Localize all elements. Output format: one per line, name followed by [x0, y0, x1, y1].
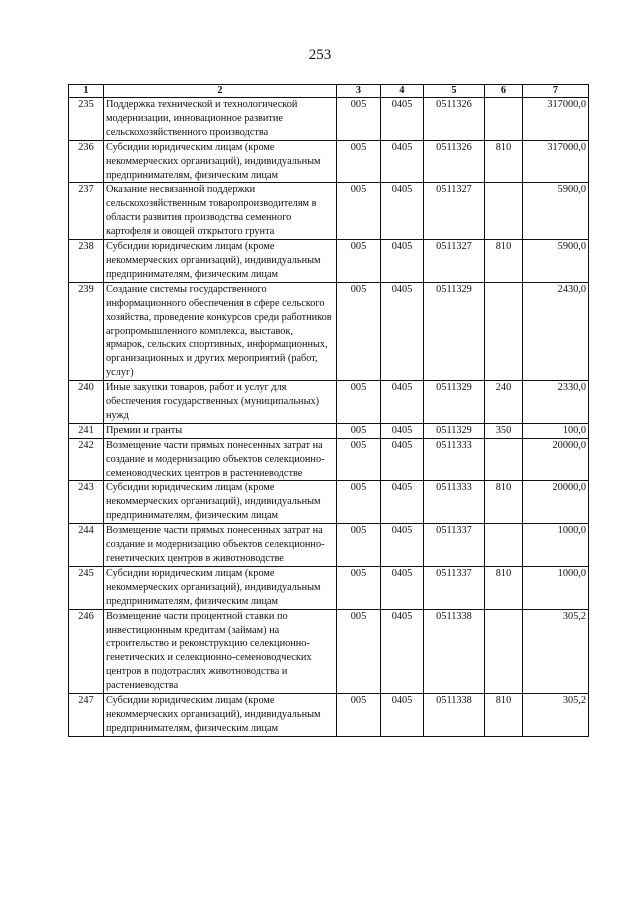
table-row	[69, 381, 589, 424]
row-number: 236	[69, 140, 104, 183]
header-row	[69, 85, 589, 98]
item-name: Субсидии юридическим лицам (кроме некоммерческих организаций), индивидуальным предпринимателям, физическим лицам	[104, 481, 337, 524]
item-name: Иные закупки товаров, работ и услуг для обеспечения государственных (муниципальных) нужд	[104, 381, 337, 424]
ministry-code: 005	[337, 381, 381, 424]
amount: 2330,0	[523, 381, 589, 424]
amount: 20000,0	[523, 438, 589, 481]
item-name: Возмещение части прямых понесенных затрат на создание и модернизацию объектов селекционно-семеноводческих центров в растениеводстве	[104, 438, 337, 481]
table-row	[69, 98, 589, 141]
ministry-code: 005	[337, 183, 381, 240]
target-code: 0511327	[424, 240, 485, 283]
section-code: 0405	[381, 183, 424, 240]
item-name: Премии и гранты	[104, 423, 337, 438]
row-number: 241	[69, 423, 104, 438]
budget-table	[68, 84, 589, 737]
target-code: 0511327	[424, 183, 485, 240]
ministry-code: 005	[337, 524, 381, 567]
item-name: Субсидии юридическим лицам (кроме некоммерческих организаций), индивидуальным предпринимателям, физическим лицам	[104, 566, 337, 609]
target-code: 0511337	[424, 566, 485, 609]
column-header-7: 7	[523, 85, 589, 98]
ministry-code: 005	[337, 438, 381, 481]
expense-type: 810	[485, 566, 523, 609]
target-code: 0511333	[424, 481, 485, 524]
table-row	[69, 140, 589, 183]
expense-type: 810	[485, 140, 523, 183]
item-name: Поддержка технической и технологической модернизации, инновационное развитие сельскохозяйственного производства	[104, 98, 337, 141]
expense-type	[485, 282, 523, 380]
target-code: 0511338	[424, 694, 485, 737]
ministry-code: 005	[337, 481, 381, 524]
amount: 20000,0	[523, 481, 589, 524]
table-body	[69, 98, 589, 737]
column-header-4: 4	[381, 85, 424, 98]
section-code: 0405	[381, 524, 424, 567]
ministry-code: 005	[337, 423, 381, 438]
expense-type	[485, 609, 523, 693]
row-number: 238	[69, 240, 104, 283]
item-name: Субсидии юридическим лицам (кроме некоммерческих организаций), индивидуальным предпринимателям, физическим лицам	[104, 140, 337, 183]
target-code: 0511333	[424, 438, 485, 481]
section-code: 0405	[381, 566, 424, 609]
amount: 1000,0	[523, 524, 589, 567]
ministry-code: 005	[337, 282, 381, 380]
row-number: 240	[69, 381, 104, 424]
target-code: 0511329	[424, 423, 485, 438]
table-row	[69, 481, 589, 524]
expense-type	[485, 524, 523, 567]
amount: 100,0	[523, 423, 589, 438]
amount: 305,2	[523, 694, 589, 737]
column-header-3: 3	[337, 85, 381, 98]
ministry-code: 005	[337, 240, 381, 283]
target-code: 0511337	[424, 524, 485, 567]
row-number: 237	[69, 183, 104, 240]
target-code: 0511326	[424, 98, 485, 141]
section-code: 0405	[381, 140, 424, 183]
item-name: Оказание несвязанной поддержки сельскохозяйственным товаропроизводителям в области развития производства семенного картофеля и овощей открытого грунта	[104, 183, 337, 240]
ministry-code: 005	[337, 694, 381, 737]
expense-type	[485, 98, 523, 141]
ministry-code: 005	[337, 140, 381, 183]
table-row	[69, 183, 589, 240]
row-number: 235	[69, 98, 104, 141]
item-name: Субсидии юридическим лицам (кроме некоммерческих организаций), индивидуальным предпринимателям, физическим лицам	[104, 240, 337, 283]
expense-type: 240	[485, 381, 523, 424]
table-row	[69, 240, 589, 283]
amount: 1000,0	[523, 566, 589, 609]
row-number: 245	[69, 566, 104, 609]
section-code: 0405	[381, 694, 424, 737]
item-name: Возмещение части прямых понесенных затрат на создание и модернизацию объектов селекционно-генетических центров в животноводстве	[104, 524, 337, 567]
section-code: 0405	[381, 481, 424, 524]
amount: 317000,0	[523, 140, 589, 183]
column-header-1: 1	[69, 85, 104, 98]
ministry-code: 005	[337, 566, 381, 609]
section-code: 0405	[381, 240, 424, 283]
expense-type	[485, 183, 523, 240]
item-name: Субсидии юридическим лицам (кроме некоммерческих организаций), индивидуальным предпринимателям, физическим лицам	[104, 694, 337, 737]
ministry-code: 005	[337, 609, 381, 693]
row-number: 243	[69, 481, 104, 524]
section-code: 0405	[381, 609, 424, 693]
row-number: 246	[69, 609, 104, 693]
expense-type	[485, 438, 523, 481]
row-number: 239	[69, 282, 104, 380]
amount: 305,2	[523, 609, 589, 693]
table-row	[69, 609, 589, 693]
target-code: 0511338	[424, 609, 485, 693]
amount: 5900,0	[523, 183, 589, 240]
expense-type: 810	[485, 481, 523, 524]
section-code: 0405	[381, 381, 424, 424]
amount: 5900,0	[523, 240, 589, 283]
section-code: 0405	[381, 423, 424, 438]
expense-type: 350	[485, 423, 523, 438]
table-row	[69, 423, 589, 438]
section-code: 0405	[381, 438, 424, 481]
table-row	[69, 566, 589, 609]
column-header-5: 5	[424, 85, 485, 98]
item-name: Возмещение части процентной ставки по инвестиционным кредитам (займам) на строительство и реконструкцию селекционно-генетических и селекционно-семеноводческих центров в подотраслях животноводства и растениеводства	[104, 609, 337, 693]
item-name: Создание системы государственного информационного обеспечения в сфере сельского хозяйства, проведение конкурсов среди работников агропромышленного комплекса, выставок, ярмарок, сельских спортивных, информационных, организационных и других мероприятий (работ, услуг)	[104, 282, 337, 380]
table-row	[69, 524, 589, 567]
target-code: 0511326	[424, 140, 485, 183]
ministry-code: 005	[337, 98, 381, 141]
row-number: 247	[69, 694, 104, 737]
column-header-6: 6	[485, 85, 523, 98]
expense-type: 810	[485, 694, 523, 737]
table-row	[69, 694, 589, 737]
target-code: 0511329	[424, 381, 485, 424]
target-code: 0511329	[424, 282, 485, 380]
section-code: 0405	[381, 282, 424, 380]
amount: 2430,0	[523, 282, 589, 380]
row-number: 244	[69, 524, 104, 567]
amount: 317000,0	[523, 98, 589, 141]
expense-type: 810	[485, 240, 523, 283]
table-row	[69, 282, 589, 380]
table-row	[69, 438, 589, 481]
row-number: 242	[69, 438, 104, 481]
column-header-2: 2	[104, 85, 337, 98]
section-code: 0405	[381, 98, 424, 141]
page-number: 253	[308, 47, 332, 63]
